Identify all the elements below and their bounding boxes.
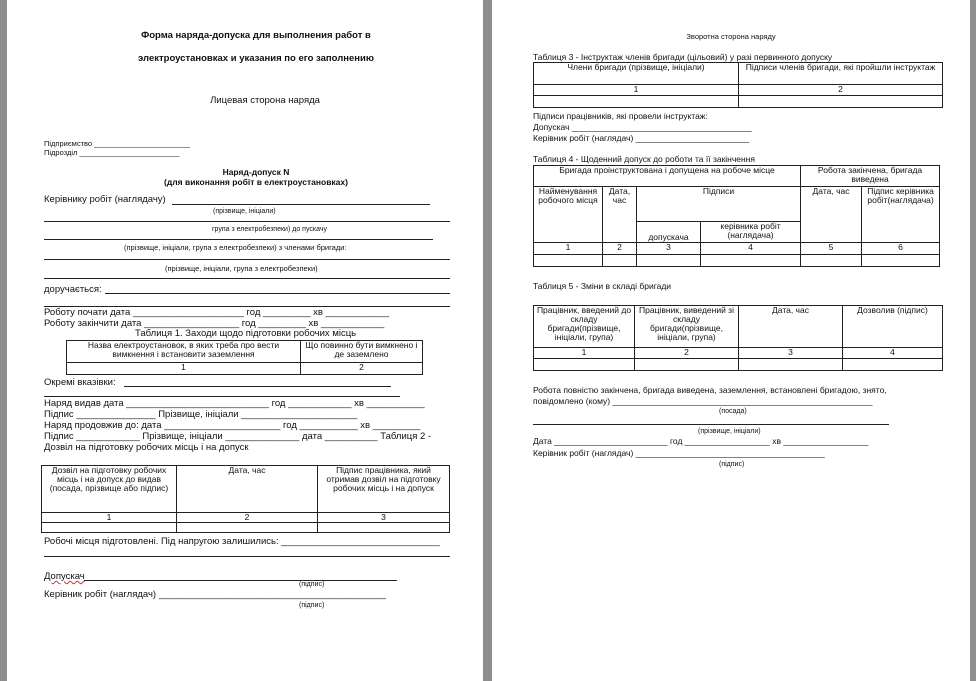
- front-face-label: Лицевая сторона наряда: [210, 95, 320, 106]
- issued-sign-field: Підпис _______________ Прізвище, ініціали ______________________: [44, 409, 358, 420]
- table5-header: Дата, час: [739, 306, 843, 348]
- table1-header: Назва електроустановок, в яких треба про вести вимкнення і встановити заземлення: [67, 341, 301, 363]
- completed-line1: Робота повністю закінчена, бригада виведена, заземлення, встановлені бригадою, знято,: [533, 385, 887, 395]
- table4-header-right: Робота закінчена, бригада виведена: [801, 166, 940, 187]
- table5-colnum: 1: [534, 348, 635, 359]
- table2-colnum: 2: [177, 513, 318, 523]
- hint-name-initials: (прізвище, ініціали): [698, 428, 761, 435]
- manager-to-label: Керівнику робіт (наглядачу): [44, 194, 166, 205]
- table1-colnum: 2: [301, 363, 423, 375]
- table5-header: Дозволив (підпис): [843, 306, 943, 348]
- hint-name-initials: (прізвище, ініціали): [213, 208, 276, 215]
- table5-colnum: 2: [635, 348, 739, 359]
- admitter-line: [84, 580, 397, 581]
- special-label: Окремі вказівки:: [44, 377, 116, 388]
- blank-line: [44, 278, 450, 279]
- extended-field: Наряд продовжив до: дата ______________________ год ___________ хв _________: [44, 420, 421, 431]
- table4-header-admitter: допускача: [637, 222, 701, 243]
- hint-members: (прізвище, ініціали, група з електробезпеки) з членами бригади:: [124, 243, 347, 252]
- table5-caption: Таблиця 5 - Зміни в складі бригади: [533, 281, 672, 291]
- table4-header-manager-sign: Підпис керівника робіт(наглядача): [862, 187, 940, 243]
- admitter-label: Допускач: [44, 571, 85, 582]
- blank-line: [44, 221, 450, 222]
- enterprise-field: Підприємство _______________________: [44, 139, 191, 148]
- prepared-field: Робочі місця підготовлені. Під напругою залишились: ______________________________: [44, 536, 440, 547]
- table5-colnum: 3: [739, 348, 843, 359]
- front-title-line1: Форма наряда-допуска для выполнения работ в: [141, 30, 371, 41]
- table5: [533, 305, 943, 371]
- table5-colnum: 4: [843, 348, 943, 359]
- table4-colnum: 4: [701, 243, 801, 255]
- table1: [66, 340, 423, 375]
- table3-caption: Таблиця 3 - Інструктаж членів бригади (цільовий) у разі первинного допуску: [533, 52, 833, 62]
- back-title: Зворотна сторона наряду: [686, 32, 776, 41]
- table5-header: Працівник, виведений зі складу бригади(прізвище, ініціали, група): [635, 306, 739, 348]
- back-manager-field: Керівник робіт (наглядач) ________________________: [533, 133, 750, 143]
- table3-colnum: 2: [739, 85, 943, 96]
- division-field: Підрозділ ________________________: [44, 148, 180, 157]
- table4-colnum: 1: [534, 243, 603, 255]
- blank-line: [533, 424, 889, 425]
- table2-colnum: 1: [42, 513, 177, 523]
- table2-colnum: 3: [318, 513, 450, 523]
- signatures-title: Підписи працівників, які провели інструктаж:: [533, 111, 708, 121]
- back-date-field: Дата ________________________ год __________________ хв __________________: [533, 436, 869, 446]
- manager-to-line: [172, 204, 430, 205]
- table2: [41, 465, 450, 533]
- table2-caption: Дозвіл на підготовку робочих місць і на допуск: [44, 442, 249, 453]
- hint-group: група з електробезпеки) до пускачу: [212, 226, 327, 233]
- table1-header: Що повинно бути вимкнено і де заземлено: [301, 341, 423, 363]
- blank-line: [44, 556, 450, 557]
- start-date-field: Роботу почати дата _____________________ год _________ хв ____________: [44, 307, 390, 318]
- signature-hint: (підпис): [299, 581, 325, 588]
- table4-header-datetime: Дата, час: [603, 187, 637, 243]
- blank-line: [44, 396, 400, 397]
- document-page-back: [492, 0, 970, 681]
- table3-header: Члени бригади (прізвище, ініціали): [534, 63, 739, 85]
- blank-line: [44, 259, 450, 260]
- table4-header-left: Бригада проінструктована і допущена на робоче місце: [534, 166, 801, 187]
- hint-signature: (підпис): [719, 461, 745, 468]
- table5-header: Працівник, введений до складу бригади(прізвище, ініціали, група): [534, 306, 635, 348]
- table1-colnum: 1: [67, 363, 301, 375]
- completed-line2: повідомлено (кому) _______________________________________________________: [533, 396, 873, 406]
- extended-sign-field: Підпис ____________ Прізвище, ініціали ______________ дата __________ Таблиця 2 -: [44, 431, 432, 442]
- hint-position: (посада): [719, 408, 747, 415]
- table1-caption: Таблиця 1. Заходи щодо підготовки робочих місць: [135, 328, 357, 339]
- assigned-label: доручається:: [44, 284, 102, 295]
- table4-colnum: 5: [801, 243, 862, 255]
- blank-line: [44, 239, 433, 240]
- table4-header-signs: Підписи: [637, 187, 801, 222]
- table2-header: Дата, час: [177, 466, 318, 513]
- hint-members2: (прізвище, ініціали, група з електробезпеки): [165, 264, 318, 273]
- table4: [533, 165, 940, 267]
- table4-colnum: 2: [603, 243, 637, 255]
- assigned-line: [105, 293, 450, 294]
- front-title-line2: электроустановках и указания по его заполнению: [138, 53, 374, 64]
- table4-caption: Таблиця 4 - Щоденний допуск до роботи та її закінчення: [533, 154, 756, 164]
- table3-header: Підписи членів бригади, які пройшли інструктаж: [739, 63, 943, 85]
- table4-colnum: 6: [862, 243, 940, 255]
- table2-header: Підпис працівника, який отримав дозвіл на підготовку робочих місць і на допуск: [318, 466, 450, 513]
- table3-colnum: 1: [534, 85, 739, 96]
- table2-header: Дозвіл на підготовку робочих місць і на допуск до видав (посада, прізвище або підпис): [42, 466, 177, 513]
- back-admitter-field: Допускач ______________________________________: [533, 122, 752, 132]
- signature-hint: (підпис): [299, 602, 325, 609]
- table4-colnum: 3: [637, 243, 701, 255]
- order-subtitle: (для виконання робіт в електроустановках): [164, 177, 348, 187]
- table3: [533, 62, 943, 108]
- end-date-field: Роботу закінчити дата __________________ год _________ хв ____________: [44, 318, 385, 329]
- issued-field: Наряд видав дата ___________________________ год ____________ хв ___________: [44, 398, 425, 409]
- table4-header-place: Найменування робочого місця: [534, 187, 603, 243]
- back-manager-sign-field: Керівник робіт (наглядач) ________________________________________: [533, 448, 825, 458]
- special-line: [124, 386, 391, 387]
- table4-header-datetime2: Дата, час: [801, 187, 862, 243]
- table4-header-manager: керівника робіт (наглядача): [701, 222, 801, 243]
- manager-sign-field: Керівник робіт (наглядач) ___________________________________________: [44, 589, 386, 600]
- document-page-front: [7, 0, 483, 681]
- order-title: Наряд-допуск N: [222, 167, 290, 177]
